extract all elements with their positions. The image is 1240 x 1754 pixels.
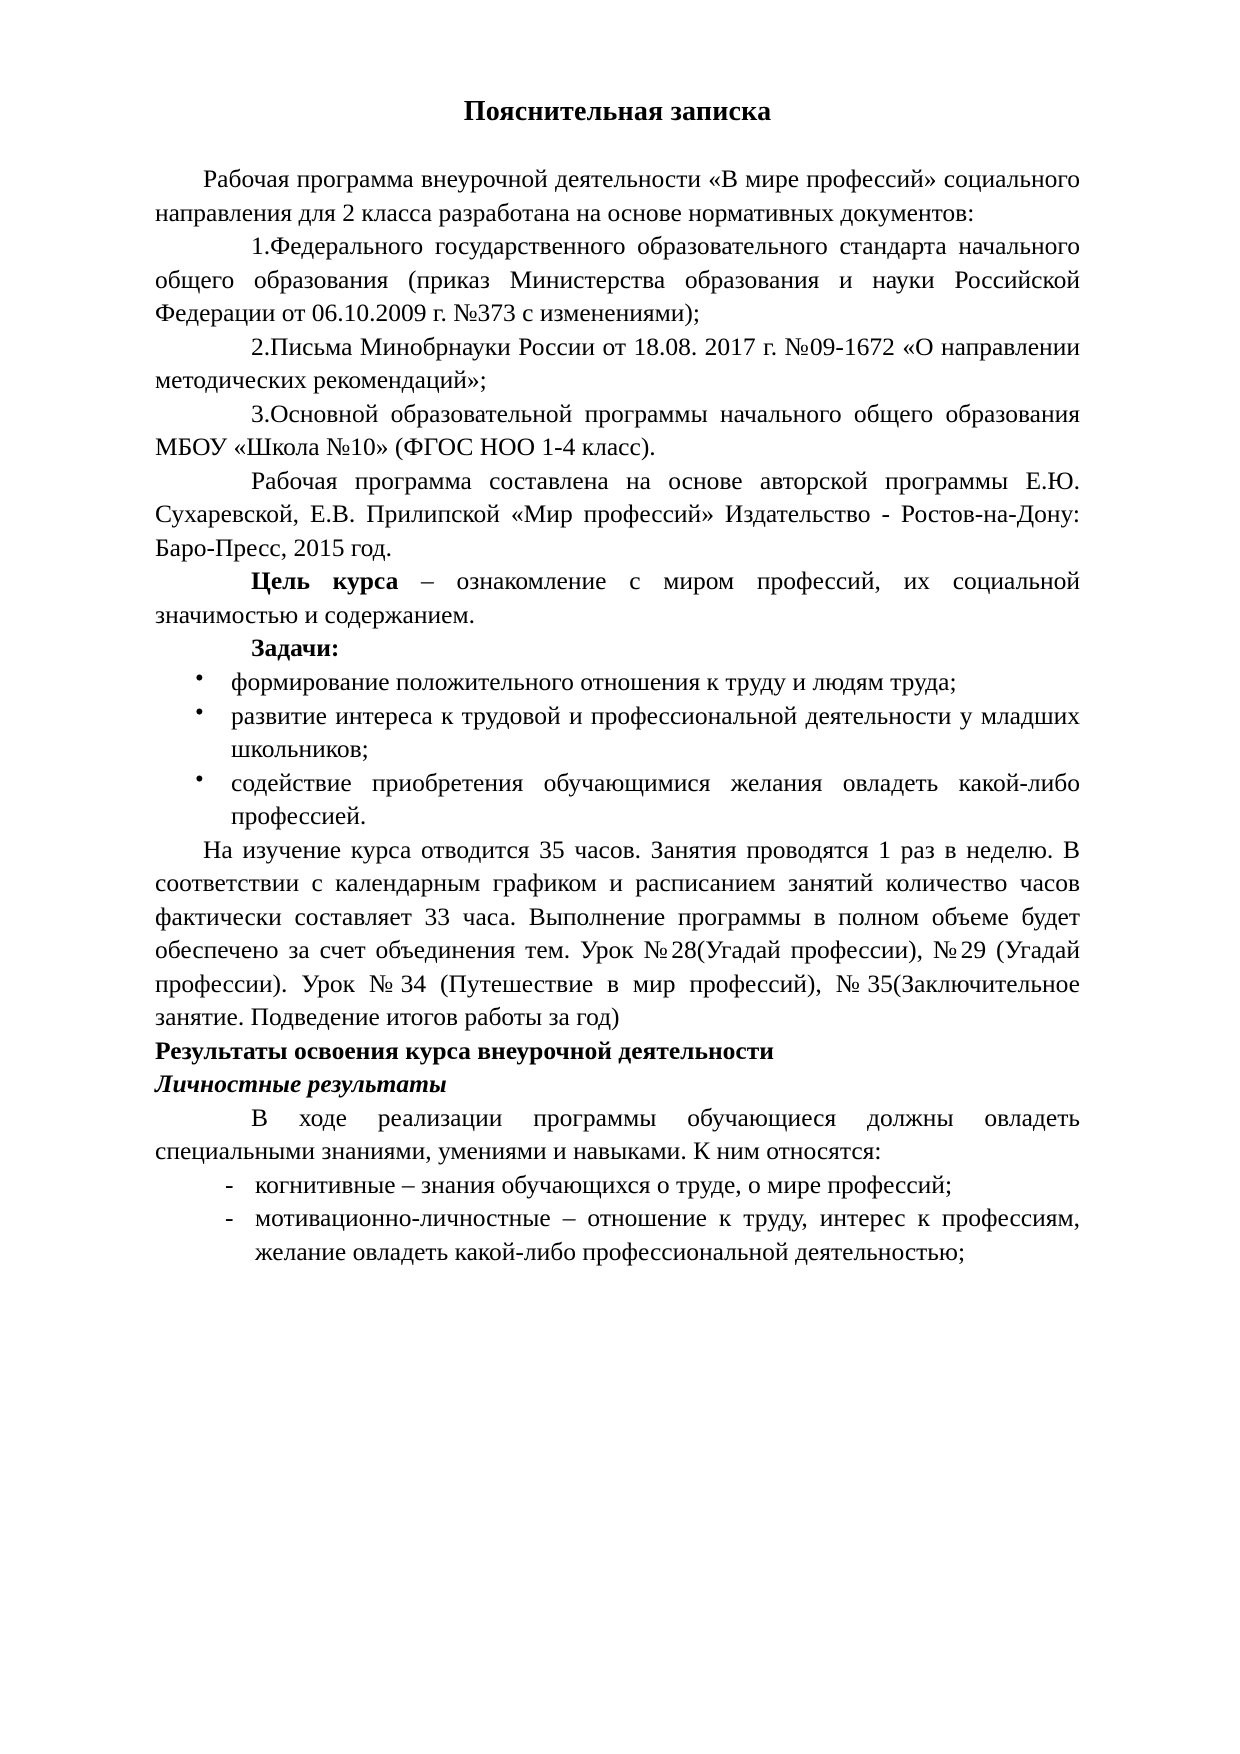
normative-document-item-3: 3.Основной образовательной программы начального общего образования МБОУ «Школа №10» (ФГОС НОО 1-4 класс). xyxy=(155,398,1080,462)
goal-paragraph xyxy=(155,564,1080,631)
hours-paragraph: На изучение курса отводится 35 часов. Занятия проводятся 1 раз в неделю. В соответствии с календарным графиком и расписанием занятий количество часов фактически составляет 33 часа. Выполнение программы в полном объеме будет обеспечено за счет объединения тем. Урок №28(Угадай профессии), №29 (Угадай профессии). Урок №34 (Путешествие в мир профессий), №35(Заключительное занятие. Подведение итогов работы за год) xyxy=(155,834,1080,1032)
goal-text: – ознакомление с миром профессий, их социальной значимостью и содержанием. xyxy=(155,566,1080,629)
page-title: Пояснительная записка xyxy=(463,96,772,127)
results-paragraph: В ходе реализации программы обучающиеся должны овладеть специальными знаниями, умениями и навыками. К ним относятся: xyxy=(155,1102,1080,1166)
list-item: • развитие интереса к трудовой и профессиональной деятельности у младших школьников; xyxy=(155,699,1080,766)
list-item: • содействие приобретения обучающимися желания овладеть какой-либо профессией. xyxy=(155,766,1080,833)
list-item: - мотивационно-личностные – отношение к труду, интерес к профессиям, желание овладеть какой-либо профессиональной деятельностью; xyxy=(155,1201,1080,1268)
list-item: • формирование положительного отношения к труду и людям труда; xyxy=(155,665,1080,699)
tasks-list xyxy=(155,665,1080,833)
normative-document-item-1: 1.Федерального государственного образовательного стандарта начального общего образования (приказ Министерства образования и науки Российской Федерации от 06.10.2009 г. №373 с изменениями); xyxy=(155,231,1080,328)
list-item: - когнитивные – знания обучающихся о труде, о мире профессий; xyxy=(155,1168,1080,1202)
author-program-paragraph: Рабочая программа составлена на основе авторской программы Е.Ю. Сухаревской, Е.В. Прилипской «Мир профессий» Издательство - Ростов-на-Дону: Баро-Пресс, 2015 год. xyxy=(155,465,1080,562)
tasks-heading: Задачи: xyxy=(251,633,340,663)
results-list xyxy=(155,1168,1080,1269)
normative-document-item-2: 2.Письма Минобрнауки России от 18.08. 2017 г. №09-1672 «О направлении методических рекомендаций»; xyxy=(155,331,1080,395)
intro-paragraph: Рабочая программа внеурочной деятельности «В мире профессий» социального направления для 2 класса разработана на основе нормативных документов: xyxy=(155,164,1080,227)
results-subheading: Личностные результаты xyxy=(155,1069,447,1099)
goal-label: Цель курса xyxy=(251,566,399,596)
results-heading: Результаты освоения курса внеурочной деятельности xyxy=(155,1035,774,1065)
